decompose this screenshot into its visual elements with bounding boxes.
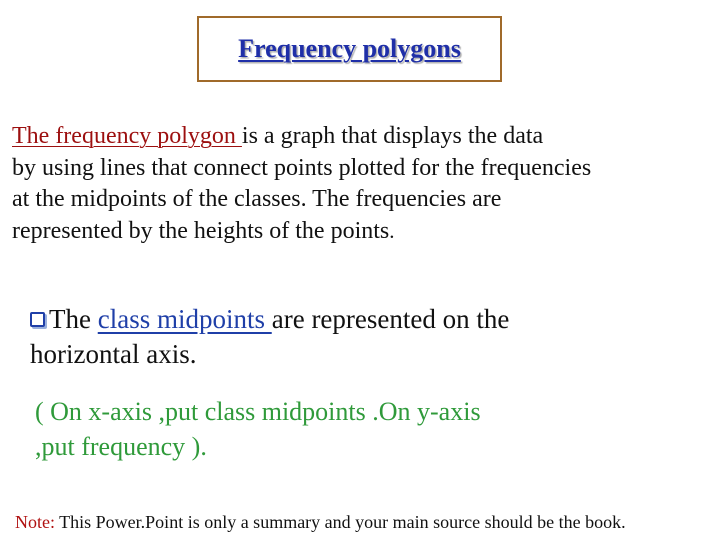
note-text: This Power.Point is only a summary and your main source should be the book. [55,512,626,532]
definition-term: The frequency polygon [12,123,242,149]
footer-note [15,511,715,533]
axis-hint-line-1: ( On x-axis ,put class midpoints .On y-axis [35,397,481,426]
title-box [197,16,502,82]
axis-hint [35,394,655,464]
bullet-rest-2: horizontal axis. [30,339,197,369]
definition-line-2: by using lines that connect points plotted for the frequencies [12,154,592,181]
definition-line-1: is a graph that displays the data [241,123,544,149]
definition-line-3: at the midpoints of the classes. The frequencies are [12,186,502,212]
definition-line-4: represented by the heights of the points [12,217,390,244]
definition-period: . [389,218,395,243]
bullet-prefix: The [49,304,98,334]
note-label: Note: [15,512,55,532]
definition-paragraph [12,121,712,247]
class-midpoints-highlight: class midpoints [97,304,272,334]
bullet-rest-1: are represented on the [271,304,510,334]
bullet-point [30,302,690,372]
slide-title: Frequency polygons [238,34,461,63]
axis-hint-line-2: ,put frequency ). [35,432,207,461]
square-bullet-icon [30,312,45,327]
